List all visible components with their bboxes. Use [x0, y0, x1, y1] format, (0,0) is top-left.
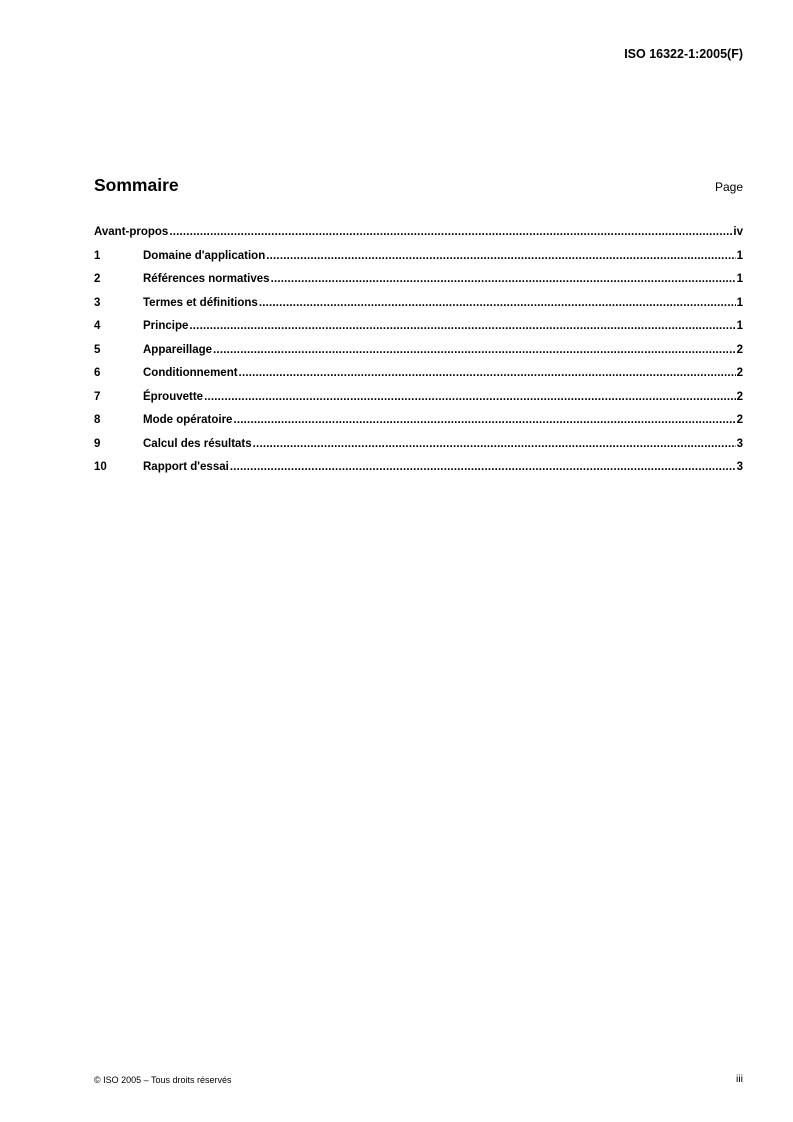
- footer-page-number: iii: [736, 1073, 743, 1085]
- toc-entry-number: 1: [94, 249, 101, 262]
- toc-entry-number: 10: [94, 461, 107, 473]
- toc-entry-title: Références normatives: [143, 273, 270, 285]
- toc-entry-page: 2: [736, 390, 743, 403]
- toc-entry-7[interactable]: [94, 391, 743, 415]
- toc-dot-leader: [233, 414, 735, 426]
- toc-dot-leader: [266, 250, 735, 262]
- page-column-label: Page: [714, 180, 743, 194]
- toc-entry-title: Termes et définitions: [143, 296, 258, 309]
- toc-dot-leader: [271, 273, 736, 285]
- table-of-contents: [94, 226, 743, 485]
- toc-dot-leader: [230, 461, 736, 473]
- toc-dot-leader: [253, 438, 736, 450]
- toc-entry-title: Calcul des résultats: [143, 437, 252, 450]
- toc-dot-leader: [189, 320, 735, 332]
- toc-entry-1[interactable]: [94, 250, 743, 274]
- footer-copyright: © ISO 2005 – Tous droits réservés: [94, 1075, 232, 1085]
- toc-entry-2[interactable]: [94, 273, 743, 297]
- toc-entry-number: 2: [94, 273, 101, 285]
- toc-entry-foreword[interactable]: [94, 226, 743, 250]
- toc-dot-leader: [204, 391, 736, 403]
- toc-entry-4[interactable]: [94, 320, 743, 344]
- contents-title: Sommaire: [94, 175, 179, 195]
- toc-entry-page: 1: [736, 320, 743, 332]
- toc-entry-page: 3: [736, 437, 743, 450]
- toc-entry-page: 1: [736, 296, 743, 309]
- toc-entry-page: 1: [736, 273, 743, 285]
- toc-entry-number: 7: [94, 390, 101, 403]
- toc-entry-page: 2: [736, 414, 743, 426]
- toc-entry-6[interactable]: [94, 367, 743, 391]
- toc-entry-8[interactable]: [94, 414, 743, 438]
- toc-entry-10[interactable]: [94, 461, 743, 485]
- toc-entry-page: 1: [736, 249, 743, 262]
- toc-entry-3[interactable]: [94, 297, 743, 321]
- toc-entry-title: Éprouvette: [143, 390, 204, 403]
- toc-entry-page: iv: [733, 226, 743, 238]
- toc-entry-title: Rapport d'essai: [143, 461, 229, 473]
- toc-dot-leader: [259, 297, 736, 309]
- toc-dot-leader: [239, 367, 736, 379]
- document-reference: ISO 16322-1:2005(F): [624, 47, 743, 61]
- toc-entry-title: Avant-propos: [94, 226, 169, 238]
- toc-entry-page: 2: [736, 343, 743, 356]
- toc-entry-number: 4: [94, 320, 101, 332]
- toc-entry-title: Mode opératoire: [143, 414, 233, 426]
- toc-entry-title: Domaine d'application: [143, 249, 266, 262]
- toc-entry-number: 9: [94, 437, 101, 450]
- toc-entry-title: Principe: [143, 320, 189, 332]
- toc-entry-page: 3: [736, 461, 743, 473]
- toc-entry-number: 3: [94, 296, 101, 309]
- toc-entry-9[interactable]: [94, 438, 743, 462]
- toc-entry-title: Conditionnement: [143, 367, 238, 379]
- toc-dot-leader: [213, 344, 736, 356]
- toc-entry-page: 2: [736, 367, 743, 379]
- toc-entry-5[interactable]: [94, 344, 743, 368]
- toc-entry-number: 6: [94, 367, 101, 379]
- toc-dot-leader: [169, 226, 732, 238]
- toc-entry-number: 8: [94, 414, 101, 426]
- toc-entry-number: 5: [94, 343, 101, 356]
- toc-entry-title: Appareillage: [143, 343, 213, 356]
